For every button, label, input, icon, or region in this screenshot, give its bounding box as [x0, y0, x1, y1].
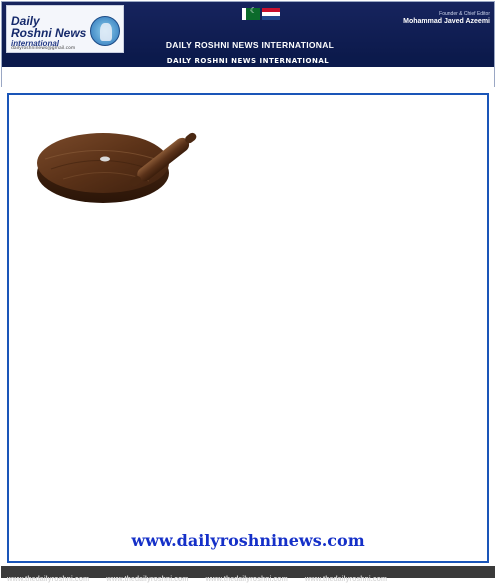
- paragraph-line: [21, 397, 481, 419]
- paragraph-line: [21, 343, 481, 365]
- paragraph-line: [21, 509, 481, 531]
- paragraph-line: [21, 321, 481, 343]
- masthead-strip: DAILY ROSHNI NEWS INTERNATIONAL: [2, 56, 494, 67]
- strip-url[interactable]: www.thedailyroshni.com: [205, 576, 288, 583]
- paragraph-line: [21, 441, 481, 463]
- paragraph-line: [21, 271, 481, 293]
- paragraph-line: [21, 487, 481, 509]
- masthead-bottom: [2, 67, 494, 87]
- paragraph-line: [21, 227, 481, 249]
- pakistan-flag-icon: [242, 8, 260, 20]
- editor-name-english: Mohammad Javed Azeemi: [403, 18, 490, 25]
- paragraph-line: [21, 463, 481, 485]
- editor-block: [372, 5, 490, 53]
- netherlands-flag-icon: [262, 8, 280, 20]
- masthead-band: [2, 2, 494, 56]
- paragraph-line: [21, 419, 481, 441]
- editor-role: Founder & Chief Editor: [439, 11, 490, 17]
- article-frame: [7, 93, 489, 563]
- website-link[interactable]: www.dailyroshninews.com: [131, 531, 365, 550]
- rolling-board-illustration: [23, 101, 201, 219]
- logo-line-3: international: [11, 39, 60, 48]
- logo-emblem-icon: [90, 16, 120, 46]
- headline-small: [239, 100, 469, 130]
- strip-url[interactable]: www.thedailyroshni.com: [106, 576, 189, 583]
- masthead: [1, 1, 495, 87]
- rolling-board-and-pin-photo: [23, 101, 201, 219]
- strip-url[interactable]: www.thedailyroshni.com: [304, 576, 388, 583]
- masthead-title-english: DAILY ROSHNI NEWS INTERNATIONAL: [165, 40, 335, 50]
- paragraph-line: [21, 293, 481, 315]
- article-footer: [73, 531, 423, 553]
- strip-url[interactable]: www.thedailyroshni.com: [7, 576, 90, 583]
- headline-big: [214, 169, 482, 209]
- masthead-flags: [242, 8, 282, 26]
- paragraph-line: [21, 365, 481, 387]
- logo-line-1: Daily: [11, 14, 40, 28]
- bottom-url-strip: [1, 566, 495, 583]
- logo-line-2: Roshni News: [11, 26, 87, 40]
- newspaper-logo[interactable]: [6, 5, 124, 53]
- logo-wordmark: [11, 15, 87, 48]
- logo-email: dailyroshninews@gmail.com: [11, 46, 76, 51]
- paragraph-line: [21, 249, 481, 271]
